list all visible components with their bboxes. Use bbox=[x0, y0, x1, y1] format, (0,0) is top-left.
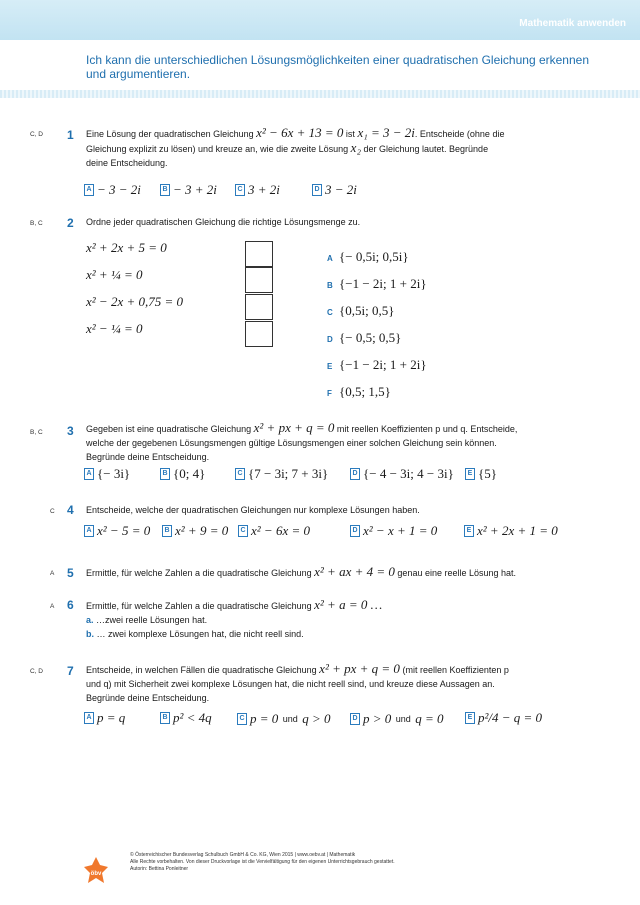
answer-box[interactable] bbox=[245, 321, 273, 347]
footer: © Österreichischer Bundesverlag Schulbuch GmbH & Co. KG, Wien 2015 | www.oebv.at | Mathematik Alle Rechte vorbehalten. Von dieser Druckvorlage ist die Vervielfältigung für den eigenen Unterrichtsgebrauch gestattet. Autorin: Bettina Ponleitner bbox=[130, 852, 395, 872]
solution-letter: A bbox=[327, 254, 333, 263]
solution-set: {− 0,5i; 0,5i} bbox=[339, 249, 409, 264]
option-d[interactable]: D x² − x + 1 = 0 bbox=[350, 523, 437, 539]
option-a[interactable]: A p = q bbox=[84, 710, 125, 726]
option-e[interactable]: E x² + 2x + 1 = 0 bbox=[464, 523, 558, 539]
task-text: Entscheide, welche der quadratischen Gleichungen nur komplexe Lösungen haben. bbox=[86, 505, 420, 515]
option-d[interactable]: D {− 4 − 3i; 4 − 3i} bbox=[350, 466, 454, 482]
task-text: Entscheide, in welchen Fällen die quadratische Gleichung x² + px + q = 0 (mit reellen Koeffizienten p und q) mit Sicherheit zwei komplexe Lösungen hat, die nicht reell sind, und kreuze diese Aussagen an. Begründe deine Entscheidung. bbox=[86, 661, 509, 703]
learning-goal: Ich kann die unterschiedlichen Lösungsmöglichkeiten einer quadratischen Gleichung erkennen und argumentieren. bbox=[86, 53, 589, 81]
task-number: 5 bbox=[67, 566, 74, 580]
solution-set: {−1 − 2i; 1 + 2i} bbox=[339, 357, 427, 372]
option-d[interactable]: D p > 0 und q = 0 bbox=[350, 710, 444, 728]
task-text: Gegeben ist eine quadratische Gleichung x² + px + q = 0 mit reellen Koeffizienten p und q. Entscheide, welche der gegebenen Lösungsmengen gültige Lösungsmengen einer solchen Gleichung sein können. Begründe deine Entscheidung. bbox=[86, 420, 518, 462]
subtask-a: a. …zwei reelle Lösungen hat. bbox=[86, 615, 208, 625]
option-c[interactable]: C x² − 6x = 0 bbox=[238, 523, 310, 539]
solution-letter: C bbox=[327, 308, 333, 317]
option-c[interactable]: C p = 0 und q > 0 bbox=[237, 710, 331, 728]
solution-set: {0,5; 1,5} bbox=[339, 384, 391, 399]
equation: x² + ¼ = 0 bbox=[86, 267, 143, 282]
option-c[interactable]: C 3 + 2i bbox=[235, 182, 280, 198]
header-label: Mathematik anwenden bbox=[519, 18, 626, 29]
option-e[interactable]: E p²/4 − q = 0 bbox=[465, 710, 542, 726]
solution-letter: F bbox=[327, 389, 332, 398]
task-level: C bbox=[50, 508, 55, 515]
option-b[interactable]: B p² < 4q bbox=[160, 710, 212, 726]
option-e[interactable]: E {5} bbox=[465, 466, 497, 482]
task-text: Ermittle, für welche Zahlen a die quadratische Gleichung x² + ax + 4 = 0 genau eine reelle Lösung hat. bbox=[86, 564, 517, 579]
task-level: C, D bbox=[30, 668, 43, 675]
answer-box[interactable] bbox=[245, 267, 273, 293]
option-a[interactable]: A − 3 − 2i bbox=[84, 182, 141, 198]
option-b[interactable]: B − 3 + 2i bbox=[160, 182, 217, 198]
task-number: 3 bbox=[67, 424, 74, 438]
equation: x² + 2x + 5 = 0 bbox=[86, 240, 167, 255]
answer-box[interactable] bbox=[245, 294, 273, 320]
task-number: 4 bbox=[67, 503, 74, 517]
task-number: 1 bbox=[67, 128, 74, 142]
equation: x² − ¼ = 0 bbox=[86, 321, 143, 336]
solution-set: {0,5i; 0,5} bbox=[339, 303, 395, 318]
logo-text: öbv bbox=[90, 871, 102, 877]
option-c[interactable]: C {7 − 3i; 7 + 3i} bbox=[235, 466, 328, 482]
solution-letter: D bbox=[327, 335, 333, 344]
task-number: 7 bbox=[67, 664, 74, 678]
solution-letter: B bbox=[327, 281, 333, 290]
solution-set: {− 0,5; 0,5} bbox=[339, 330, 402, 345]
task-number: 2 bbox=[67, 216, 74, 230]
task-level: A bbox=[50, 570, 55, 577]
task-text: Eine Lösung der quadratischen Gleichung x² − 6x + 13 = 0 ist x₁ = 3 − 2i. Entscheide (ohne die Gleichung explizit zu lösen) und kreuze an, wie die zweite Lösung x₂ der Gleichung lautet. Begründe deine Entscheidung. bbox=[86, 125, 505, 168]
task-level: B, C bbox=[30, 220, 43, 227]
option-b[interactable]: B x² + 9 = 0 bbox=[162, 523, 228, 539]
answer-box[interactable] bbox=[245, 241, 273, 267]
goal-divider bbox=[0, 90, 640, 98]
equation: x² − 2x + 0,75 = 0 bbox=[86, 294, 184, 309]
option-d[interactable]: D 3 − 2i bbox=[312, 182, 357, 198]
option-a[interactable]: A {− 3i} bbox=[84, 466, 130, 482]
task-level: B, C bbox=[30, 429, 43, 436]
publisher-logo bbox=[82, 855, 110, 889]
option-a[interactable]: A x² − 5 = 0 bbox=[84, 523, 150, 539]
option-b[interactable]: B {0; 4} bbox=[160, 466, 205, 482]
task-level: C, D bbox=[30, 131, 43, 138]
task-level: A bbox=[50, 603, 55, 610]
subtask-b: b. … zwei komplexe Lösungen hat, die nicht reell sind. bbox=[86, 629, 304, 639]
task-text: Ermittle, für welche Zahlen a die quadratische Gleichung x² + a = 0 … bbox=[86, 597, 383, 612]
solution-letter: E bbox=[327, 362, 333, 371]
task-text: Ordne jeder quadratischen Gleichung die richtige Lösungsmenge zu. bbox=[86, 217, 361, 227]
solution-set: {−1 − 2i; 1 + 2i} bbox=[339, 276, 427, 291]
task-number: 6 bbox=[67, 598, 74, 612]
